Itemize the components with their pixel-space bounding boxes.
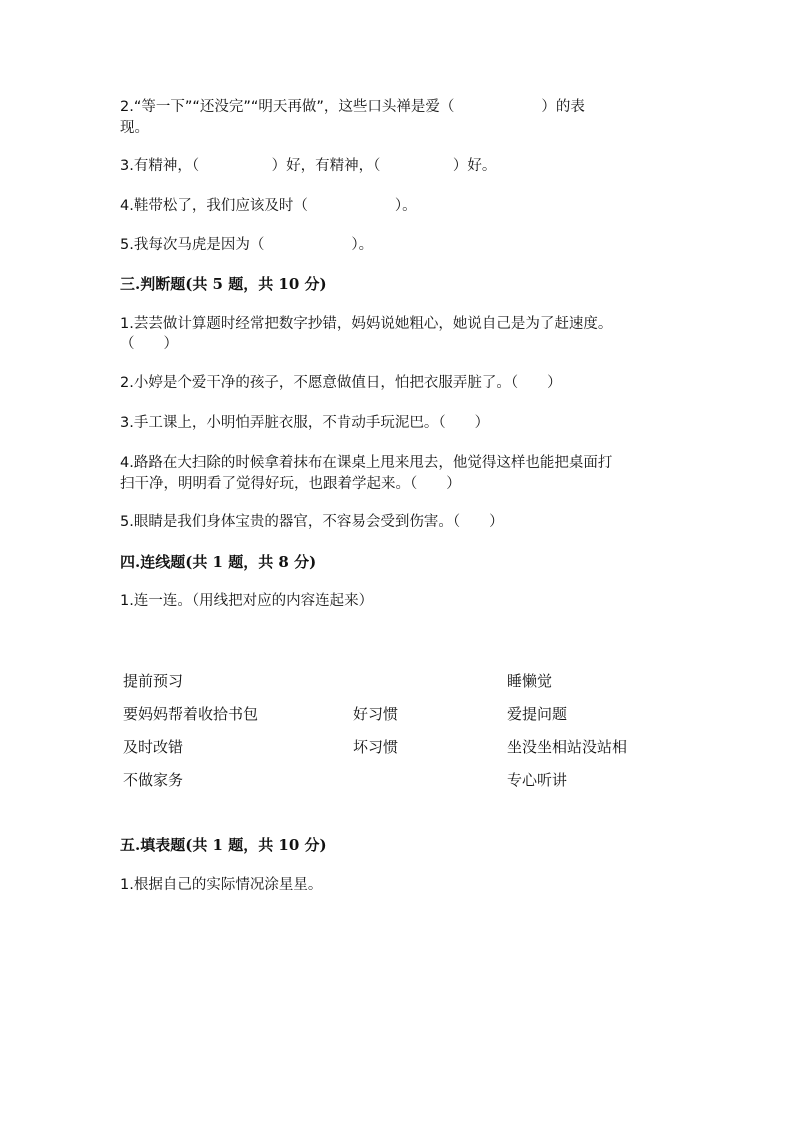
match-left-item: 要妈妈帮着收拾书包 (123, 705, 259, 723)
match-middle-item: 坏习惯 (353, 738, 399, 756)
match-right-item: 爱提问题 (507, 705, 568, 723)
fill-question-3: 3.有精神，（ ）好，有精神，（ ）好。 (120, 158, 497, 174)
match-right-item: 睡懒觉 (507, 672, 553, 690)
match-left-item: 提前预习 (123, 672, 184, 690)
judge-question-3: 3.手工课上，小明怕弄脏衣服，不肯动手玩泥巴。（ ） (120, 415, 490, 431)
judge-question-1-line-2: （ ） (120, 336, 178, 352)
judge-section-heading: 三.判断题(共 5 题，共 10 分) (120, 275, 327, 293)
match-left-item: 不做家务 (123, 771, 184, 789)
judge-question-5: 5.眼睛是我们身体宝贵的器官，不容易会受到伤害。（ ） (120, 514, 504, 530)
judge-question-2: 2.小婷是个爱干净的孩子，不愿意做值日，怕把衣服弄脏了。（ ） (120, 375, 562, 391)
fill-question-4: 4.鞋带松了，我们应该及时（ ）。 (120, 198, 417, 214)
table-instruction: 1.根据自己的实际情况涂星星。 (120, 877, 323, 893)
match-section-heading: 四.连线题(共 1 题，共 8 分) (120, 553, 317, 571)
match-middle-item: 好习惯 (353, 705, 399, 723)
judge-question-4-line-1: 4.路路在大扫除的时候拿着抹布在课桌上甩来甩去，他觉得这样也能把桌面打 (120, 455, 613, 471)
match-right-item: 坐没坐相站没站相 (507, 738, 628, 756)
match-right-item: 专心听讲 (507, 771, 568, 789)
match-left-item: 及时改错 (123, 738, 184, 756)
match-instruction: 1.连一连。（用线把对应的内容连起来） (120, 593, 374, 609)
table-section-heading: 五.填表题(共 1 题，共 10 分) (120, 836, 327, 854)
fill-question-2-line-2: 现。 (120, 120, 149, 136)
fill-question-2-line-1: 2.“等一下”“还没完”“明天再做”，这些口头禅是爱（ ）的表 (120, 99, 585, 115)
fill-question-5: 5.我每次马虎是因为（ ）。 (120, 237, 374, 253)
judge-question-4-line-2: 扫干净，明明看了觉得好玩，也跟着学起来。（ ） (120, 476, 461, 492)
judge-question-1-line-1: 1.芸芸做计算题时经常把数字抄错，妈妈说她粗心，她说自己是为了赶速度。 (120, 316, 613, 332)
